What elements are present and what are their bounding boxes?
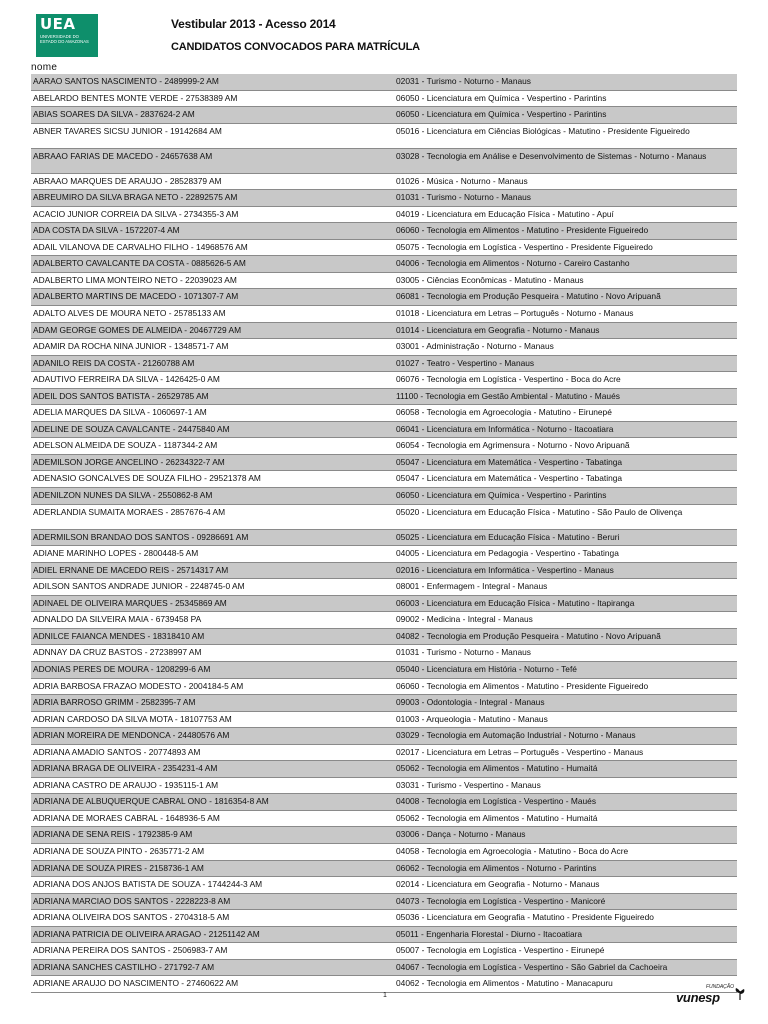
candidate-name: AARAO SANTOS NASCIMENTO - 2489999-2 AM [33,76,219,86]
course-info: 02017 - Licenciatura em Letras – Português - Vespertino - Manaus [396,746,644,757]
candidate-name: ABELARDO BENTES MONTE VERDE - 27538389 AM [33,92,238,103]
candidates-table [31,74,737,993]
column-header-nome: nome [31,62,58,73]
course-info: 06041 - Licenciatura em Informática - Noturno - Itacoatiara [396,423,614,434]
course-info: 03028 - Tecnologia em Análise e Desenvolvimento de Sistemas - Noturno - Manaus [396,150,707,161]
candidate-name: ADRIA BARBOSA FRAZAO MODESTO - 2004184-5 AM [33,680,244,691]
table-row [31,976,737,993]
candidate-name: ADENILZON NUNES DA SILVA - 2550862-8 AM [33,490,213,501]
course-info: 04005 - Licenciatura em Pedagogia - Vespertino - Tabatinga [396,548,619,559]
candidate-name: ADENASIO GONCALVES DE SOUZA FILHO - 29521378 AM [33,473,261,484]
candidate-name: ADIEL ERNANE DE MACEDO REIS - 25714317 AM [33,564,229,575]
candidate-name: ADRIANA DOS ANJOS BATISTA DE SOUZA - 1744244-3 AM [33,879,263,890]
table-row [31,695,737,712]
table-row [31,339,737,356]
table-row [31,149,737,174]
course-info: 11100 - Tecnologia em Gestão Ambiental - Matutino - Maués [396,390,620,401]
course-info: 09002 - Medicina - Integral - Manaus [396,614,533,625]
table-row [31,927,737,944]
course-info: 05020 - Licenciatura em Educação Física - Matutino - São Paulo de Olivença [396,506,683,517]
table-row [31,91,737,108]
table-row [31,877,737,894]
course-info: 04006 - Tecnologia em Alimentos - Noturno - Careiro Castanho [396,258,630,269]
course-info: 04073 - Tecnologia em Logística - Vespertino - Manicoré [396,895,606,906]
course-info: 06076 - Tecnologia em Logística - Vespertino - Boca do Acre [396,374,621,385]
candidate-name: ADNNAY DA CRUZ BASTOS - 27238997 AM [33,647,202,658]
leaf-icon [734,987,746,1001]
table-row [31,107,737,124]
table-row [31,579,737,596]
course-info: 05062 - Tecnologia em Alimentos - Matutino - Humaitá [396,763,598,774]
candidate-name: ADALBERTO CAVALCANTE DA COSTA - 0885626-5 AM [33,258,246,269]
brand-name: vunesp [676,990,720,1005]
candidate-name: ADRIANA PEREIRA DOS SANTOS - 2506983-7 AM [33,945,228,956]
course-info: 08001 - Enfermagem - Integral - Manaus [396,581,548,592]
table-row [31,778,737,795]
candidate-name: ADONIAS PERES DE MOURA - 1208299-6 AM [33,663,211,674]
course-info: 01031 - Turismo - Noturno - Manaus [396,647,531,658]
candidate-name: ADAMIR DA ROCHA NINA JUNIOR - 1348571-7 AM [33,341,229,352]
table-row [31,273,737,290]
course-info: 04019 - Licenciatura em Educação Física - Matutino - Apuí [396,208,614,219]
course-info: 02016 - Licenciatura em Informática - Vespertino - Manaus [396,564,614,575]
candidate-name: ADRIANA DE SOUZA PINTO - 2635771-2 AM [33,845,205,856]
candidate-name: ABREUMIRO DA SILVA BRAGA NETO - 22892575 AM [33,192,238,203]
table-row [31,74,737,91]
table-row [31,728,737,745]
candidate-name: ADAIL VILANOVA DE CARVALHO FILHO - 14968576 AM [33,241,248,252]
course-info: 09003 - Odontologia - Integral - Manaus [396,697,545,708]
candidate-name: ADRIANA DE SENA REIS - 1792385-9 AM [33,829,193,840]
course-info: 01018 - Licenciatura em Letras – Português - Noturno - Manaus [396,308,634,319]
candidate-name: ABRAAO MARQUES DE ARAUJO - 28528379 AM [33,175,222,186]
table-row [31,910,737,927]
candidate-name: ADEMILSON JORGE ANCELINO - 26234322-7 AM [33,456,225,467]
candidate-name: ADRIANA AMADIO SANTOS - 20774893 AM [33,746,201,757]
course-info: 04062 - Tecnologia em Alimentos - Matutino - Manacapuru [396,978,613,989]
candidate-name: ADAUTIVO FERREIRA DA SILVA - 1426425-0 AM [33,374,220,385]
table-row [31,306,737,323]
candidate-name: ADIANE MARINHO LOPES - 2800448-5 AM [33,548,199,559]
table-row [31,174,737,191]
course-info: 01027 - Teatro - Vespertino - Manaus [396,357,535,368]
table-row [31,563,737,580]
candidate-name: ADERMILSON BRANDAO DOS SANTOS - 09286691 AM [33,531,249,542]
candidate-name: ADRIANA SANCHES CASTILHO - 271792-7 AM [33,961,215,972]
vunesp-logo [672,984,746,1006]
course-info: 03029 - Tecnologia em Automação Industrial - Noturno - Manaus [396,730,636,741]
table-row [31,861,737,878]
candidate-name: ADELSON ALMEIDA DE SOUZA - 1187344-2 AM [33,440,218,451]
candidate-name: ADILSON SANTOS ANDRADE JUNIOR - 2248745-0 AM [33,581,245,592]
table-row [31,530,737,547]
candidate-name: ABNER TAVARES SICSU JUNIOR - 19142684 AM [33,125,222,136]
table-row [31,471,737,488]
table-row [31,438,737,455]
course-info: 03031 - Turismo - Vespertino - Manaus [396,779,541,790]
course-info: 04067 - Tecnologia em Logística - Vespertino - São Gabriel da Cachoeira [396,961,668,972]
course-info: 06003 - Licenciatura em Educação Física - Matutino - Itapiranga [396,597,635,608]
table-row [31,960,737,977]
table-row [31,372,737,389]
course-info: 06054 - Tecnologia em Agrimensura - Noturno - Novo Aripuanã [396,440,630,451]
course-info: 04082 - Tecnologia em Produção Pesqueira - Matutino - Novo Aripuanã [396,630,661,641]
table-row [31,811,737,828]
course-info: 05075 - Tecnologia em Logística - Vespertino - Presidente Figueiredo [396,241,653,252]
candidate-name: ABIAS SOARES DA SILVA - 2837624-2 AM [33,109,195,120]
brand-foundation-label: FUNDAÇÃO [705,984,734,990]
candidate-name: ADEIL DOS SANTOS BATISTA - 26529785 AM [33,390,209,401]
table-row [31,223,737,240]
course-info: 06050 - Licenciatura em Química - Vespertino - Parintins [396,109,607,120]
table-row [31,761,737,778]
course-info: 01026 - Música - Noturno - Manaus [396,175,528,186]
table-row [31,455,737,472]
candidate-name: ADNILCE FAIANCA MENDES - 18318410 AM [33,630,205,641]
course-info: 01003 - Arqueologia - Matutino - Manaus [396,713,548,724]
table-row [31,405,737,422]
table-row [31,546,737,563]
table-row [31,827,737,844]
course-info: 05047 - Licenciatura em Matemática - Vespertino - Tabatinga [396,456,623,467]
candidate-name: ADA COSTA DA SILVA - 1572207-4 AM [33,225,180,236]
course-info: 05011 - Engenharia Florestal - Diurno - Itacoatiara [396,928,583,939]
course-info: 05062 - Tecnologia em Alimentos - Matutino - Humaitá [396,812,598,823]
table-row [31,389,737,406]
course-info: 03001 - Administração - Noturno - Manaus [396,341,554,352]
course-info: 06062 - Tecnologia em Alimentos - Noturno - Parintins [396,862,597,873]
course-info: 06050 - Licenciatura em Química - Vespertino - Parintins [396,490,607,501]
course-info: 06060 - Tecnologia em Alimentos - Matutino - Presidente Figueiredo [396,225,649,236]
candidate-name: ADRIANA BRAGA DE OLIVEIRA - 2354231-4 AM [33,763,218,774]
course-info: 01014 - Licenciatura em Geografia - Noturno - Manaus [396,324,600,335]
course-info: 05025 - Licenciatura em Educação Física - Matutino - Beruri [396,531,620,542]
table-row [31,679,737,696]
table-row [31,505,737,530]
candidate-name: ADRIANA DE SOUZA PIRES - 2158736-1 AM [33,862,204,873]
candidate-name: ADRIANA OLIVEIRA DOS SANTOS - 2704318-5 AM [33,912,230,923]
course-info: 06058 - Tecnologia em Agroecologia - Matutino - Eirunepé [396,407,612,418]
table-row [31,629,737,646]
table-row [31,645,737,662]
course-info: 06081 - Tecnologia em Produção Pesqueira - Matutino - Novo Aripuanã [396,291,661,302]
course-info: 02014 - Licenciatura em Geografia - Noturno - Manaus [396,879,600,890]
course-info: 03005 - Ciências Econômicas - Matutino - Manaus [396,274,584,285]
candidate-name: ADRIANE ARAUJO DO NASCIMENTO - 27460622 AM [33,978,239,989]
uea-logo [36,14,98,57]
candidate-name: ADANILO REIS DA COSTA - 21260788 AM [33,357,195,368]
course-info: 05016 - Licenciatura em Ciências Biológicas - Matutino - Presidente Figueiredo [396,125,690,136]
course-info: 05047 - Licenciatura em Matemática - Vespertino - Tabatinga [396,473,623,484]
table-row [31,356,737,373]
candidate-name: ADAM GEORGE GOMES DE ALMEIDA - 20467729 AM [33,324,242,335]
page-number: 1 [383,992,387,999]
table-row [31,894,737,911]
candidate-name: ADRIANA DE ALBUQUERQUE CABRAL ONO - 1816354-8 AM [33,796,269,807]
candidate-name: ADALBERTO LIMA MONTEIRO NETO - 22039023 AM [33,274,237,285]
table-row [31,596,737,613]
table-row [31,207,737,224]
table-row [31,240,737,257]
document-title: Vestibular 2013 - Acesso 2014 [171,17,336,31]
table-row [31,422,737,439]
candidate-name: ADRIANA PATRICIA DE OLIVEIRA ARAGAO - 21251142 AM [33,928,260,939]
table-row [31,323,737,340]
course-info: 06060 - Tecnologia em Alimentos - Matutino - Presidente Figueiredo [396,680,649,691]
course-info: 02031 - Turismo - Noturno - Manaus [396,76,531,86]
logo-mark: UEA [40,15,76,33]
table-row [31,712,737,729]
course-info: 06050 - Licenciatura em Química - Vespertino - Parintins [396,92,607,103]
candidate-name: ABRAAO FARIAS DE MACEDO - 24657638 AM [33,150,213,161]
candidate-name: ADALTO ALVES DE MOURA NETO - 25785133 AM [33,308,226,319]
table-row [31,844,737,861]
table-row [31,488,737,505]
logo-subtitle: UNIVERSIDADE DO ESTADO DO AMAZONAS [40,34,89,44]
course-info: 05040 - Licenciatura em História - Noturno - Tefé [396,663,577,674]
table-row [31,794,737,811]
table-row [31,612,737,629]
candidate-name: ADRIAN MOREIRA DE MENDONCA - 24480576 AM [33,730,230,741]
candidate-name: ADRIANA CASTRO DE ARAUJO - 1935115-1 AM [33,779,219,790]
table-row [31,662,737,679]
table-row [31,124,737,149]
candidate-name: ACACIO JUNIOR CORREIA DA SILVA - 2734355-3 AM [33,208,239,219]
table-row [31,943,737,960]
course-info: 04008 - Tecnologia em Logística - Vespertino - Maués [396,796,597,807]
candidate-name: ADINAEL DE OLIVEIRA MARQUES - 25345869 AM [33,597,227,608]
course-info: 03006 - Dança - Noturno - Manaus [396,829,526,840]
table-row [31,190,737,207]
course-info: 05007 - Tecnologia em Logística - Vespertino - Eirunepé [396,945,605,956]
course-info: 04058 - Tecnologia em Agroecologia - Matutino - Boca do Acre [396,845,629,856]
candidate-name: ADRIA BARROSO GRIMM - 2582395-7 AM [33,697,196,708]
candidate-name: ADRIANA MARCIAO DOS SANTOS - 2228223-8 AM [33,895,231,906]
table-row [31,289,737,306]
candidate-name: ADNALDO DA SILVEIRA MAIA - 6739458 PA [33,614,202,625]
candidate-name: ADALBERTO MARTINS DE MACEDO - 1071307-7 AM [33,291,239,302]
candidate-name: ADRIAN CARDOSO DA SILVA MOTA - 18107753 AM [33,713,232,724]
table-row [31,745,737,762]
course-info: 05036 - Licenciatura em Geografia - Matutino - Presidente Figueiredo [396,912,654,923]
candidate-name: ADERLANDIA SUMAITA MORAES - 2857676-4 AM [33,506,226,517]
candidate-name: ADELIA MARQUES DA SILVA - 1060697-1 AM [33,407,207,418]
course-info: 01031 - Turismo - Noturno - Manaus [396,192,531,203]
candidate-name: ADRIANA DE MORAES CABRAL - 1648936-5 AM [33,812,220,823]
candidate-name: ADELINE DE SOUZA CAVALCANTE - 24475840 AM [33,423,230,434]
table-row [31,256,737,273]
document-subtitle: CANDIDATOS CONVOCADOS PARA MATRÍCULA [171,41,420,53]
